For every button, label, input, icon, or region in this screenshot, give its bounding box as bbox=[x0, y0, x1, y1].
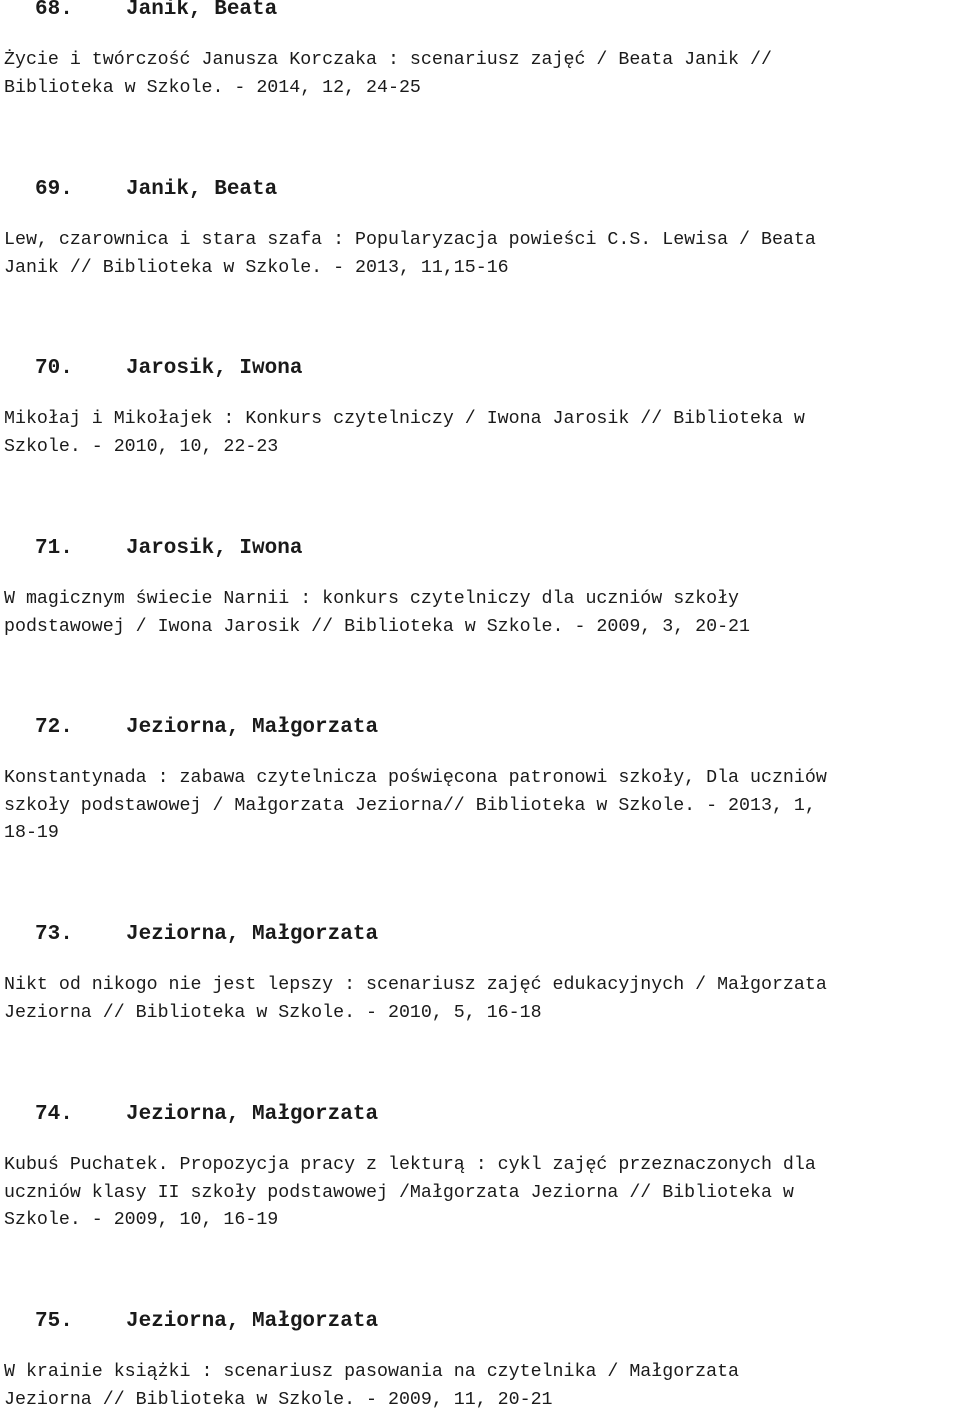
description-line: Szkole. - 2010, 10, 22-23 bbox=[4, 434, 956, 462]
description-line: W krainie książki : scenariusz pasowania na czytelnika / Małgorzata bbox=[4, 1359, 956, 1387]
entry-author: Janik, Beata bbox=[126, 0, 277, 22]
entry-description bbox=[4, 406, 956, 461]
description-line: Jeziorna // Biblioteka w Szkole. - 2009, 11, 20-21 bbox=[4, 1387, 956, 1414]
description-line: Kubuś Puchatek. Propozycja pracy z lekturą : cykl zajęć przeznaczonych dla bbox=[4, 1152, 956, 1180]
description-line: Janik // Biblioteka w Szkole. - 2013, 11,15-16 bbox=[4, 255, 956, 283]
entry-number: 71. bbox=[35, 537, 73, 561]
entry-number: 70. bbox=[35, 357, 73, 381]
description-line: W magicznym świecie Narnii : konkurs czytelniczy dla uczniów szkoły bbox=[4, 586, 956, 614]
description-line: Życie i twórczość Janusza Korczaka : scenariusz zajęć / Beata Janik // bbox=[4, 47, 956, 75]
entry-number: 75. bbox=[35, 1310, 73, 1334]
entry-description bbox=[4, 227, 956, 282]
entry-description bbox=[4, 1359, 956, 1414]
entry-number: 73. bbox=[35, 923, 73, 947]
description-line: szkoły podstawowej / Małgorzata Jeziorna// Biblioteka w Szkole. - 2013, 1, bbox=[4, 793, 956, 821]
description-line: Szkole. - 2009, 10, 16-19 bbox=[4, 1207, 956, 1235]
entry-author: Jarosik, Iwona bbox=[126, 357, 302, 381]
entry-description bbox=[4, 47, 956, 102]
description-line: Lew, czarownica i stara szafa : Popularyzacja powieści C.S. Lewisa / Beata bbox=[4, 227, 956, 255]
description-line: 18-19 bbox=[4, 820, 956, 848]
description-line: Biblioteka w Szkole. - 2014, 12, 24-25 bbox=[4, 75, 956, 103]
entry-description bbox=[4, 972, 956, 1027]
entry-description bbox=[4, 1152, 956, 1235]
entry-description bbox=[4, 765, 956, 848]
description-line: uczniów klasy II szkoły podstawowej /Małgorzata Jeziorna // Biblioteka w bbox=[4, 1180, 956, 1208]
description-line: Konstantynada : zabawa czytelnicza poświęcona patronowi szkoły, Dla uczniów bbox=[4, 765, 956, 793]
description-line: podstawowej / Iwona Jarosik // Biblioteka w Szkole. - 2009, 3, 20-21 bbox=[4, 614, 956, 642]
description-line: Jeziorna // Biblioteka w Szkole. - 2010, 5, 16-18 bbox=[4, 1000, 956, 1028]
entry-author: Jeziorna, Małgorzata bbox=[126, 923, 378, 947]
entry-number: 74. bbox=[35, 1103, 73, 1127]
entry-description bbox=[4, 586, 956, 641]
entry-author: Jeziorna, Małgorzata bbox=[126, 716, 378, 740]
entry-number: 69. bbox=[35, 178, 73, 202]
entry-author: Jeziorna, Małgorzata bbox=[126, 1103, 378, 1127]
description-line: Mikołaj i Mikołajek : Konkurs czytelniczy / Iwona Jarosik // Biblioteka w bbox=[4, 406, 956, 434]
entry-author: Jarosik, Iwona bbox=[126, 537, 302, 561]
description-line: Nikt od nikogo nie jest lepszy : scenariusz zajęć edukacyjnych / Małgorzata bbox=[4, 972, 956, 1000]
entry-number: 68. bbox=[35, 0, 73, 22]
entry-author: Jeziorna, Małgorzata bbox=[126, 1310, 378, 1334]
entry-number: 72. bbox=[35, 716, 73, 740]
entry-author: Janik, Beata bbox=[126, 178, 277, 202]
